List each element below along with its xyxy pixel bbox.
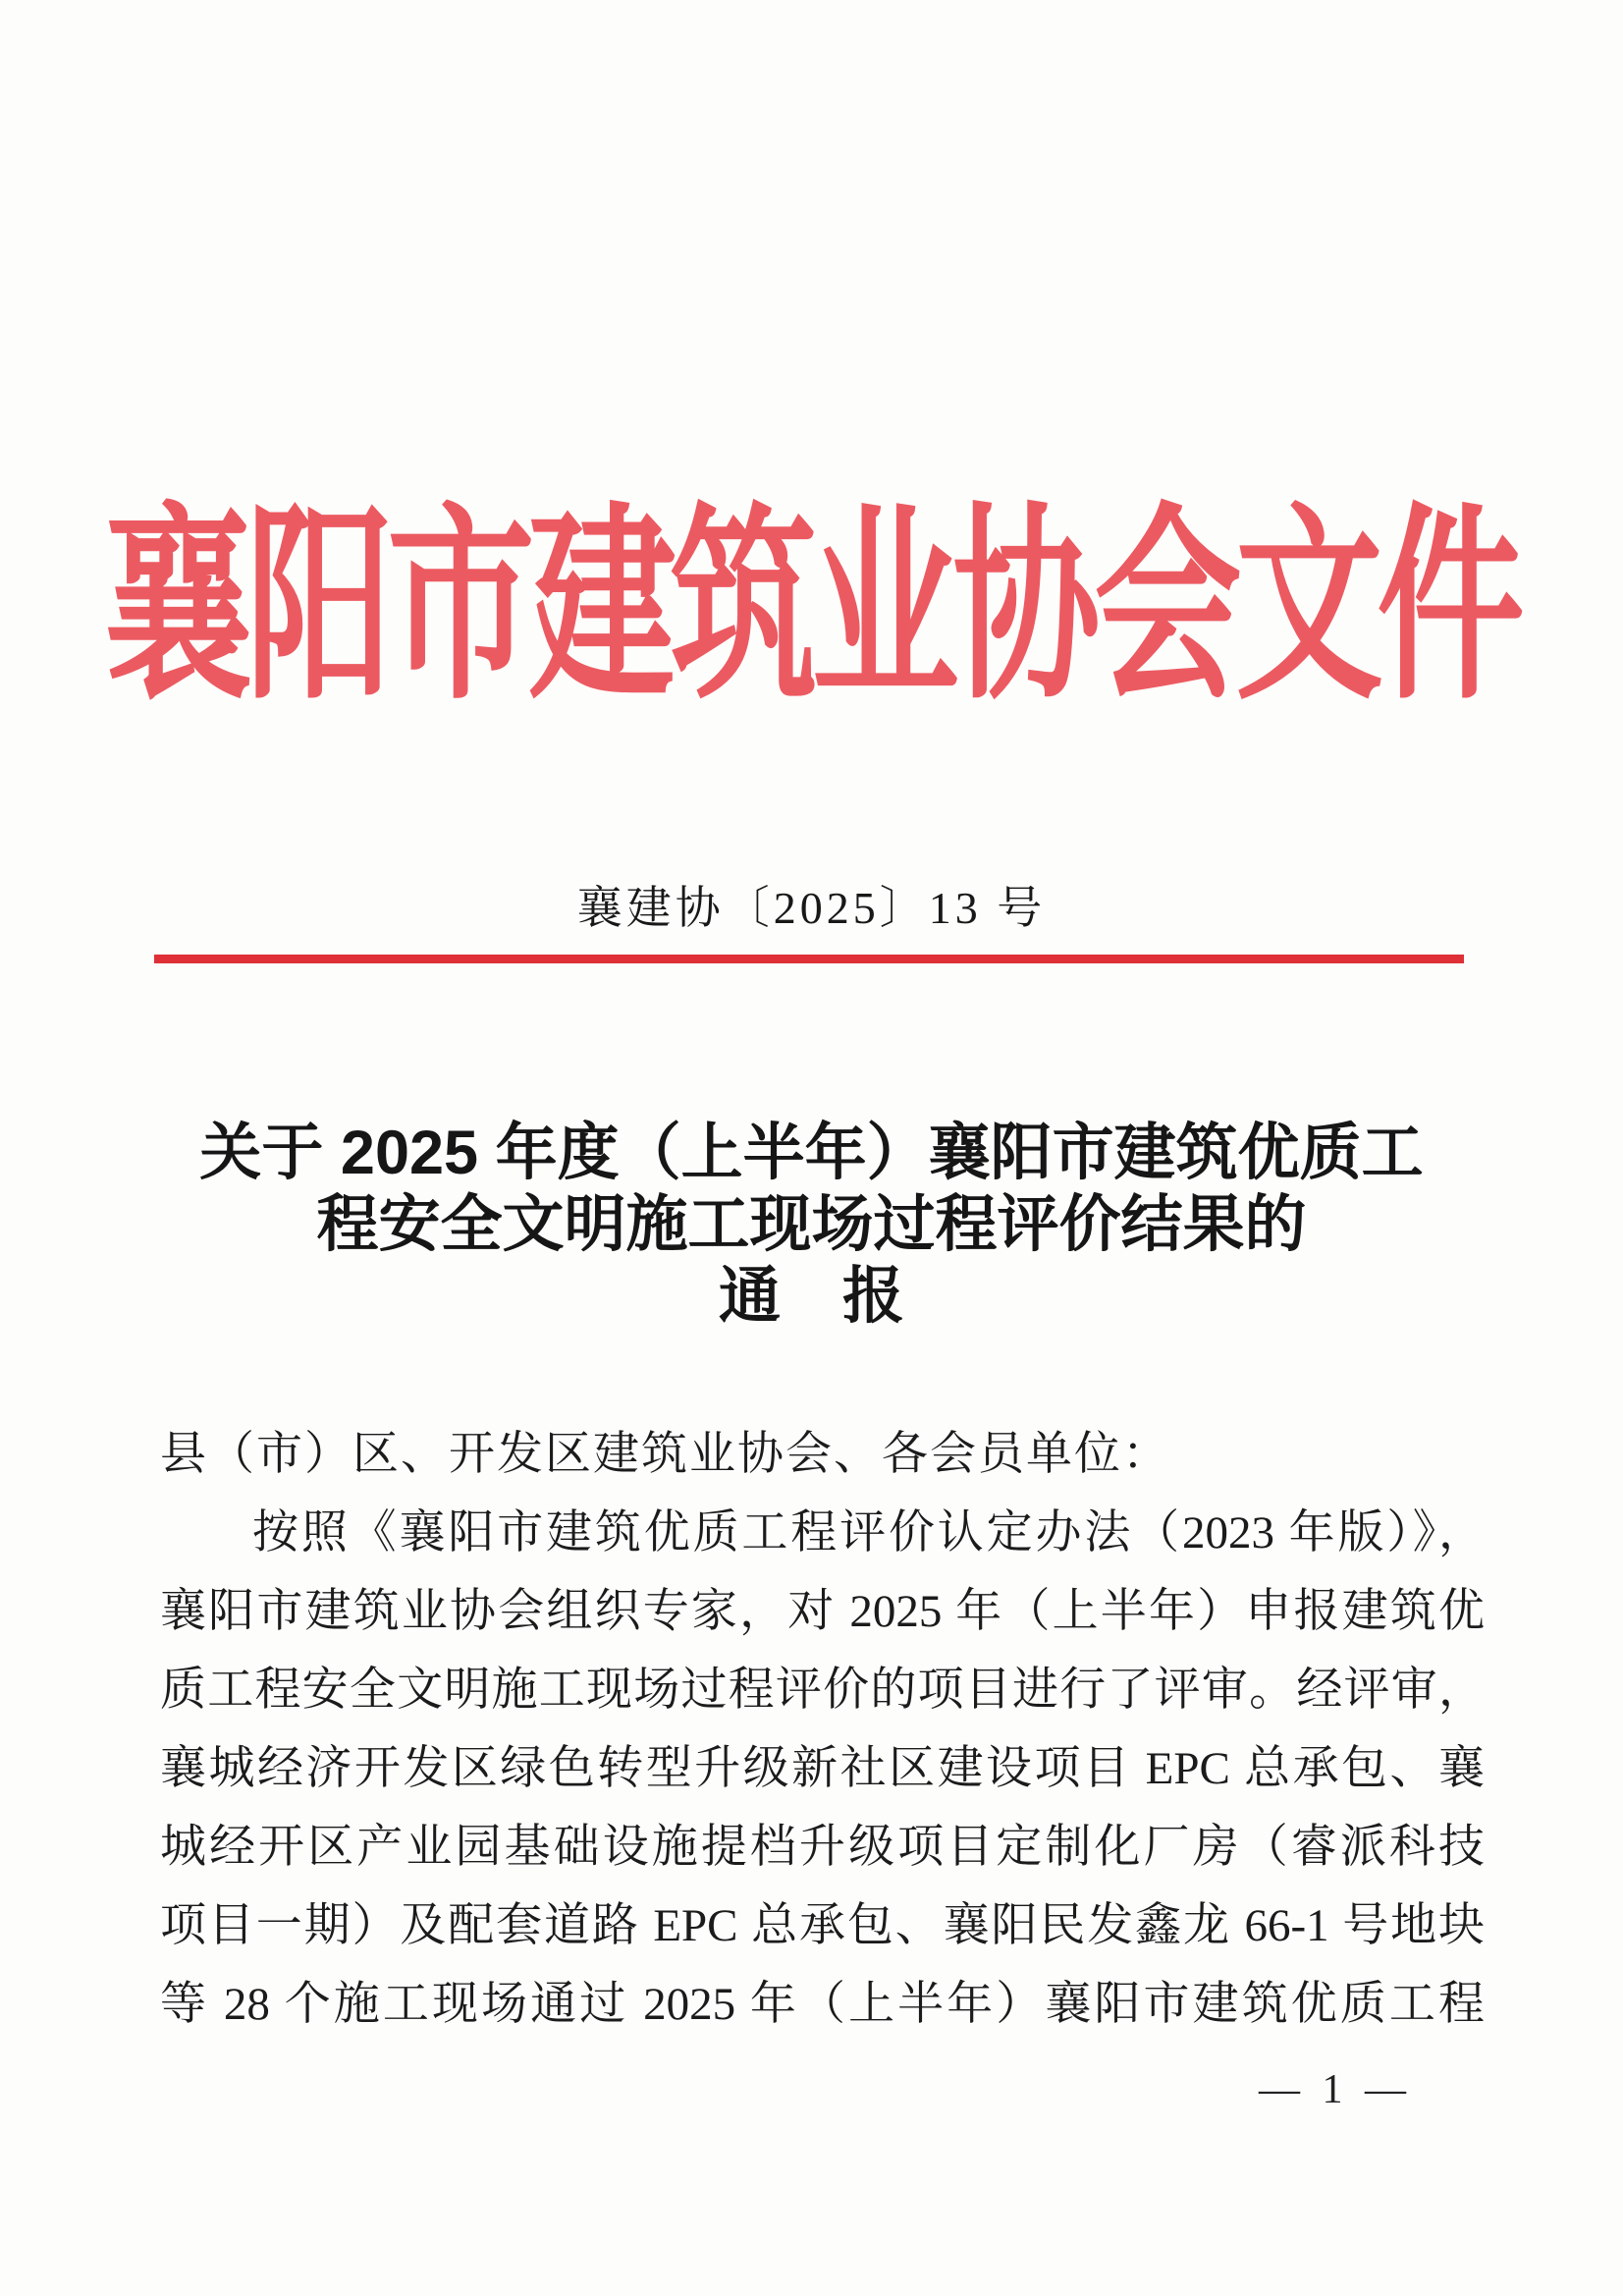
doc-heading-line-1: 关于 2025 年度（上半年）襄阳市建筑优质工 (199, 1119, 1424, 1187)
body-line: 襄阳市建筑业协会组织专家，对 2025 年（上半年）申报建筑优 (160, 1586, 1485, 1637)
doc-number: 襄建协〔2025〕13 号 (576, 883, 1047, 933)
body-line: 等 28 个施工现场通过 2025 年（上半年）襄阳市建筑优质工程 (160, 1979, 1485, 2030)
doc-heading-line-3: 通 报 (719, 1262, 904, 1331)
body-line: 城经开区产业园基础设施提档升级项目定制化厂房（睿派科技 (160, 1822, 1485, 1873)
doc-heading-line-2: 程安全文明施工现场过程评价结果的 (316, 1190, 1307, 1259)
red-divider-rule (154, 955, 1464, 963)
salutation-line: 县（市）区、开发区建筑业协会、各会员单位： (160, 1429, 1170, 1480)
body-line: 质工程安全文明施工现场过程评价的项目进行了评审。经评审， (160, 1665, 1485, 1716)
body-line: 按照《襄阳市建筑优质工程评价认定办法（2023 年版）》， (252, 1507, 1485, 1558)
org-title-text: 襄阳市建筑业协会文件 (104, 492, 1519, 725)
body-line: 襄城经济开发区绿色转型升级新社区建设项目 EPC 总承包、襄 (160, 1743, 1485, 1794)
body-line: 项目一期）及配套道路 EPC 总承包、襄阳民发鑫龙 66-1 号地块 (160, 1900, 1485, 1951)
doc-heading (0, 1118, 1623, 1333)
org-title (0, 489, 1623, 730)
page-number: — 1 — (1259, 2067, 1412, 2112)
